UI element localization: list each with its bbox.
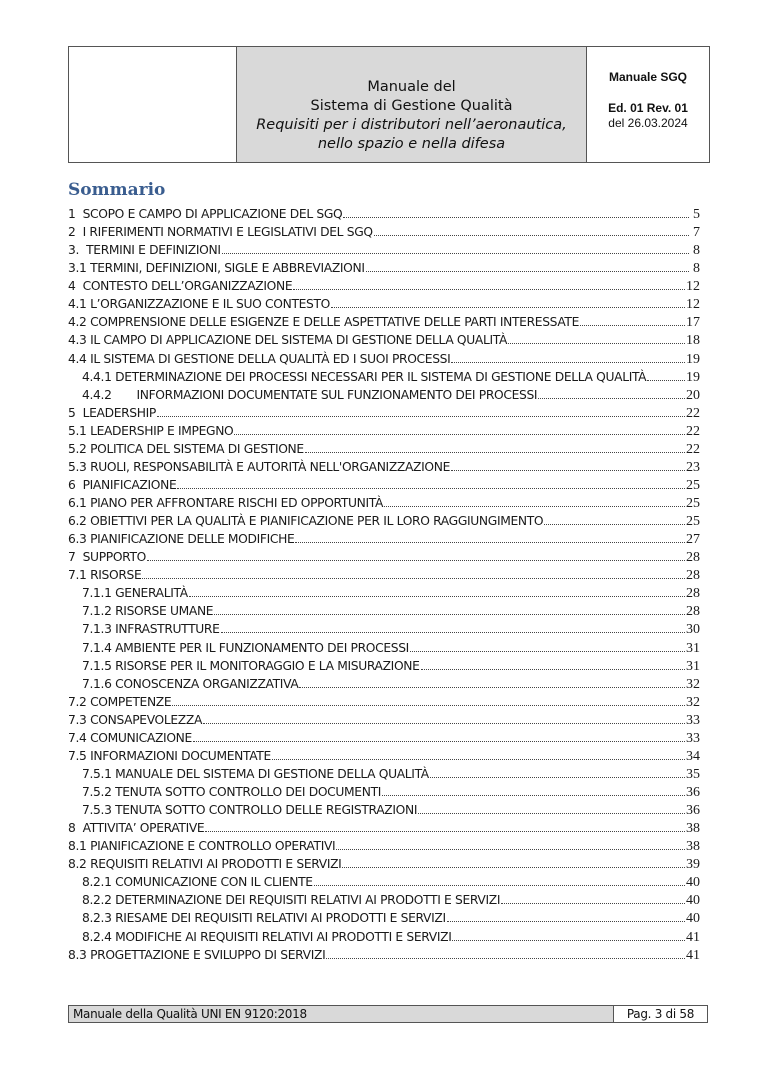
dot-leader (205, 819, 685, 832)
toc-entry[interactable] (68, 241, 700, 259)
toc-entry[interactable] (68, 313, 700, 331)
toc-entry-label: 8.1 PIANIFICAZIONE E CONTROLLO OPERATIVI (68, 839, 336, 854)
toc-entry-page: 7 (693, 225, 700, 241)
toc-entry-label: 8.2.4 MODIFICHE AI REQUISITI RELATIVI AI PRODOTTI E SERVIZI (82, 929, 452, 944)
revision-date: del 26.03.2024 (608, 116, 688, 130)
toc-entry[interactable] (68, 584, 700, 602)
toc-entry-page: 30 (686, 622, 700, 638)
toc-entry[interactable] (68, 620, 700, 638)
toc-entry[interactable] (68, 693, 700, 711)
dot-leader (177, 476, 685, 489)
dot-leader (647, 368, 685, 381)
toc-entry[interactable] (68, 277, 700, 295)
toc-entry[interactable] (68, 801, 700, 819)
toc-entry[interactable] (68, 747, 700, 765)
toc-entry-label: 7.1.6 CONOSCENZA ORGANIZZATIVA (82, 676, 299, 691)
toc-entry-label: 6 PIANIFICAZIONE (68, 477, 177, 492)
toc-entry-page: 23 (686, 459, 700, 475)
toc-entry-page: 32 (686, 694, 700, 710)
toc-entry-page: 32 (686, 676, 700, 692)
toc-entry-page: 28 (686, 550, 700, 566)
dot-leader (331, 295, 685, 308)
toc-entry-page: 33 (686, 712, 700, 728)
dot-leader (451, 350, 685, 363)
dot-leader (222, 241, 689, 254)
toc-entry[interactable] (68, 530, 700, 548)
toc-entry-page: 17 (686, 315, 700, 331)
footer-doc-name: Manuale della Qualità UNI EN 9120:2018 (69, 1006, 614, 1022)
dot-leader (538, 386, 685, 399)
toc-entry-page: 25 (686, 496, 700, 511)
toc-entry-page: 40 (686, 875, 700, 891)
toc-entry-label: 7.1.5 RISORSE PER IL MONITORAGGIO E LA MISURAZIONE (82, 658, 420, 673)
dot-leader (410, 639, 685, 652)
toc-entry-label: 7.5.2 TENUTA SOTTO CONTROLLO DEI DOCUMENTI (82, 785, 382, 799)
doc-title-line1: Manuale del (367, 79, 456, 95)
dot-leader (305, 440, 685, 453)
toc-entry-label: 4.4 IL SISTEMA DI GESTIONE DELLA QUALITÀ ED I SUOI PROCESSI (68, 351, 451, 366)
toc-entry-label: 8.2.3 RIESAME DEI REQUISITI RELATIVI AI PRODOTTI E SERVIZI (82, 911, 446, 926)
toc-entry-page: 22 (686, 441, 700, 457)
toc-entry-page: 20 (686, 387, 700, 403)
toc-entry-label: 3.1 TERMINI, DEFINIZIONI, SIGLE E ABBREVIAZIONI (68, 261, 365, 276)
dot-leader (421, 657, 685, 670)
toc-entry-page: 34 (686, 748, 700, 764)
logo-cell (69, 47, 237, 162)
toc-entry-page: 5 (693, 207, 700, 222)
toc-entry[interactable] (68, 476, 700, 494)
toc-entry-label: 6.3 PIANIFICAZIONE DELLE MODIFICHE (68, 532, 295, 547)
toc-entry-page: 31 (686, 640, 700, 656)
toc-entry[interactable] (68, 909, 700, 927)
doc-code: Manuale SGQ (608, 70, 688, 84)
page-footer (68, 1005, 708, 1023)
dot-leader (343, 205, 689, 218)
toc-entry-label: 4.4.2 INFORMAZIONI DOCUMENTATE SUL FUNZIONAMENTO DEI PROCESSI (82, 387, 538, 402)
dot-leader (314, 873, 685, 886)
dot-leader (172, 693, 685, 706)
toc-entry[interactable] (68, 548, 700, 566)
dot-leader (447, 909, 685, 922)
toc-entry-page: 19 (686, 369, 700, 385)
dot-leader (580, 313, 685, 326)
toc-entry-page: 28 (686, 586, 700, 602)
document-header-table (68, 46, 710, 163)
toc-entry-page: 38 (686, 839, 700, 855)
dot-leader (189, 584, 685, 597)
dot-leader (342, 855, 685, 868)
toc-entry-page: 35 (686, 766, 700, 782)
toc-entry-page: 36 (686, 803, 700, 819)
dot-leader (501, 891, 685, 904)
toc-entry[interactable] (68, 259, 700, 277)
toc-entry-page: 8 (693, 261, 700, 277)
toc-entry[interactable] (68, 295, 700, 313)
toc-entry-page: 31 (686, 658, 700, 674)
toc-entry-page: 19 (686, 351, 700, 367)
toc-entry[interactable] (68, 657, 700, 675)
toc-entry[interactable] (68, 422, 700, 440)
toc-entry-label: 1 SCOPO E CAMPO DI APPLICAZIONE DEL SGQ (68, 207, 343, 221)
toc-entry-label: 7.3 CONSAPEVOLEZZA (68, 712, 203, 727)
dot-leader (157, 404, 685, 417)
toc-entry[interactable] (68, 711, 700, 729)
toc-entry-page: 12 (686, 297, 700, 313)
dot-leader (326, 946, 685, 959)
title-cell (237, 47, 587, 162)
toc-entry-page: 27 (686, 532, 700, 548)
toc-entry[interactable] (68, 458, 700, 476)
toc-entry[interactable] (68, 819, 700, 837)
doc-title-line2: Sistema di Gestione Qualità (310, 98, 513, 114)
toc-entry-label: 6.1 PIANO PER AFFRONTARE RISCHI ED OPPORTUNITÀ (68, 496, 384, 510)
toc-entry[interactable] (68, 946, 700, 964)
dot-leader (234, 422, 685, 435)
table-of-contents (68, 205, 700, 964)
toc-entry-label: 8 ATTIVITA’ OPERATIVE (68, 821, 205, 836)
toc-entry-page: 12 (686, 279, 700, 295)
toc-entry-label: 2 I RIFERIMENTI NORMATIVI E LEGISLATIVI DEL SGQ (68, 225, 373, 240)
toc-entry-page: 36 (686, 785, 700, 800)
toc-entry-label: 4.4.1 DETERMINAZIONE DEI PROCESSI NECESSARI PER IL SISTEMA DI GESTIONE DELLA QUALITÀ (82, 369, 647, 384)
dot-leader (418, 801, 685, 814)
toc-entry-page: 25 (686, 477, 700, 493)
toc-entry[interactable] (68, 675, 700, 693)
toc-entry[interactable] (68, 855, 700, 873)
toc-entry-label: 7.5.1 MANUALE DEL SISTEMA DI GESTIONE DELLA QUALITÀ (82, 766, 429, 781)
toc-entry-label: 7.1 RISORSE (68, 568, 142, 583)
toc-entry-label: 7.4 COMUNICAZIONE (68, 730, 192, 745)
toc-entry-label: 7.1.2 RISORSE UMANE (82, 604, 214, 619)
toc-entry-page: 38 (686, 821, 700, 837)
toc-entry[interactable] (68, 837, 700, 855)
doc-subtitle-line2: nello spazio e nella difesa (317, 136, 506, 152)
toc-entry-page: 41 (686, 929, 700, 945)
toc-entry-page: 28 (686, 604, 700, 620)
toc-entry[interactable] (68, 729, 700, 747)
toc-entry-page: 41 (686, 947, 700, 963)
toc-entry-page: 40 (686, 911, 700, 927)
toc-entry-label: 4 CONTESTO DELL’ORGANIZZAZIONE (68, 279, 293, 294)
toc-entry-label: 5 LEADERSHIP (68, 405, 157, 420)
toc-entry[interactable] (68, 891, 700, 909)
dot-leader (147, 548, 685, 561)
toc-entry-page: 22 (686, 405, 700, 421)
toc-entry-label: 5.3 RUOLI, RESPONSABILITÀ E AUTORITÀ NELL'ORGANIZZAZIONE (68, 459, 450, 474)
toc-entry[interactable] (68, 602, 700, 620)
toc-entry-label: 7.5.3 TENUTA SOTTO CONTROLLO DELLE REGISTRAZIONI (82, 803, 418, 818)
dot-leader (142, 566, 685, 579)
toc-entry[interactable] (68, 368, 700, 386)
toc-entry[interactable] (68, 404, 700, 422)
toc-entry-label: 7 SUPPORTO (68, 550, 146, 565)
toc-entry-label: 6.2 OBIETTIVI PER LA QUALITÀ E PIANIFICAZIONE PER IL LORO RAGGIUNGIMENTO (68, 514, 544, 529)
dot-leader (452, 928, 685, 941)
toc-entry-label: 4.1 L’ORGANIZZAZIONE E IL SUO CONTESTO (68, 297, 330, 312)
toc-entry[interactable] (68, 386, 700, 404)
toc-entry[interactable] (68, 639, 700, 657)
toc-entry-page: 28 (686, 568, 700, 584)
toc-entry-page: 25 (686, 514, 700, 530)
dot-leader (272, 747, 685, 760)
edition-revision: Ed. 01 Rev. 01 (608, 101, 688, 115)
toc-entry-page: 40 (686, 893, 700, 909)
toc-entry[interactable] (68, 494, 700, 512)
toc-entry[interactable] (68, 223, 700, 241)
toc-entry[interactable] (68, 350, 700, 368)
toc-entry-page: 33 (686, 730, 700, 746)
toc-entry[interactable] (68, 331, 700, 349)
toc-entry-label: 7.1.1 GENERALITÀ (82, 586, 188, 601)
toc-entry[interactable] (68, 566, 700, 584)
toc-entry-label: 8.3 PROGETTAZIONE E SVILUPPO DI SERVIZI (68, 947, 326, 962)
footer-page-number: Pag. 3 di 58 (626, 1007, 695, 1021)
dot-leader (336, 837, 685, 850)
toc-entry-page: 18 (686, 333, 700, 349)
toc-entry[interactable] (68, 765, 700, 783)
dot-leader (295, 530, 685, 543)
dot-leader (193, 729, 685, 742)
toc-entry-label: 7.5 INFORMAZIONI DOCUMENTATE (68, 748, 271, 763)
toc-entry-label: 7.1.4 AMBIENTE PER IL FUNZIONAMENTO DEI PROCESSI (82, 640, 409, 655)
dot-leader (203, 711, 685, 724)
toc-entry[interactable] (68, 205, 700, 223)
toc-entry-label: 3. TERMINI E DEFINIZIONI (68, 243, 221, 258)
dot-leader (374, 223, 689, 236)
toc-entry[interactable] (68, 783, 700, 801)
dot-leader (299, 675, 685, 688)
toc-entry-label: 4.3 IL CAMPO DI APPLICAZIONE DEL SISTEMA DI GESTIONE DELLA QUALITÀ (68, 333, 508, 348)
toc-entry[interactable] (68, 440, 700, 458)
toc-entry-label: 5.2 POLITICA DEL SISTEMA DI GESTIONE (68, 441, 304, 456)
dot-leader (451, 458, 685, 471)
dot-leader (366, 259, 689, 272)
doc-subtitle-line1: Requisiti per i distributori nell’aeronautica, (256, 117, 567, 133)
toc-entry-label: 5.1 LEADERSHIP E IMPEGNO (68, 423, 234, 438)
dot-leader (508, 331, 685, 344)
toc-entry-label: 4.2 COMPRENSIONE DELLE ESIGENZE E DELLE ASPETTATIVE DELLE PARTI INTERESSATE (68, 315, 580, 330)
toc-entry-page: 8 (693, 243, 700, 259)
dot-leader (544, 512, 685, 525)
toc-entry[interactable] (68, 928, 700, 946)
toc-entry-label: 7.1.3 INFRASTRUTTURE (82, 622, 220, 637)
dot-leader (384, 494, 685, 507)
toc-entry-label: 8.2.2 DETERMINAZIONE DEI REQUISITI RELATIVI AI PRODOTTI E SERVIZI (82, 893, 501, 908)
meta-cell (587, 47, 709, 162)
dot-leader (430, 765, 685, 778)
dot-leader (382, 783, 685, 796)
toc-entry[interactable] (68, 873, 700, 891)
dot-leader (221, 620, 685, 633)
toc-title: Sommario (68, 180, 166, 200)
toc-entry-label: 8.2.1 COMUNICAZIONE CON IL CLIENTE (82, 875, 313, 890)
toc-entry[interactable] (68, 512, 700, 530)
toc-entry-page: 22 (686, 423, 700, 439)
dot-leader (214, 602, 685, 615)
toc-entry-label: 7.2 COMPETENZE (68, 694, 172, 709)
dot-leader (293, 277, 685, 290)
toc-entry-page: 39 (686, 857, 700, 873)
toc-entry-label: 8.2 REQUISITI RELATIVI AI PRODOTTI E SERVIZI (68, 857, 342, 872)
